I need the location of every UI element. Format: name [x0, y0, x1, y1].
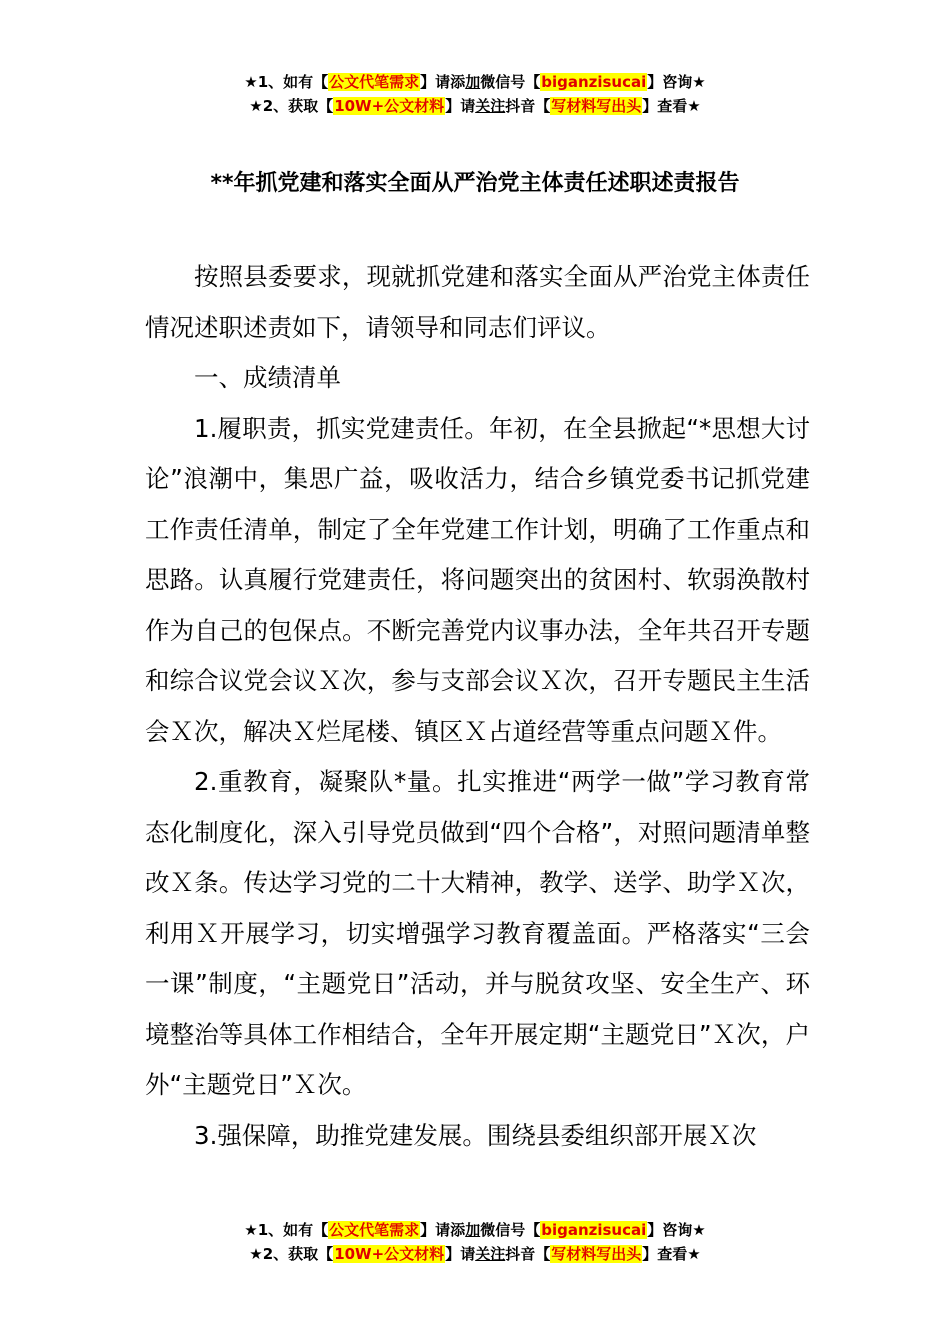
- paragraph-intro: 按照县委要求，现就抓党建和落实全面从严治党主体责任情况述职述责如下，请领导和同志们评议。: [145, 262, 810, 342]
- banner-text: 抖音【: [505, 97, 551, 115]
- banner-text: 】请添: [420, 73, 466, 91]
- star-icon: ★: [244, 1221, 258, 1239]
- banner-text: 2、获取【: [262, 97, 334, 115]
- banner-text: 】请添: [420, 1221, 466, 1239]
- banner-text: 】查看★: [642, 97, 701, 115]
- banner-text: 】咨询★: [647, 1221, 706, 1239]
- banner-text: 微信号【: [480, 1221, 541, 1239]
- banner-highlight: biganzisucai: [541, 1221, 647, 1239]
- banner-text: 抖音【: [505, 1245, 551, 1263]
- star-icon: ★: [244, 73, 258, 91]
- banner-line-2: [0, 94, 950, 118]
- star-icon: ★: [249, 97, 263, 115]
- banner-text: 微信号【: [480, 73, 541, 91]
- banner-emphasis: 加: [465, 73, 481, 91]
- banner-highlight: 10W+公文材料: [334, 1245, 445, 1263]
- banner-emphasis: 加: [465, 1221, 481, 1239]
- banner-text: 】咨询★: [647, 73, 706, 91]
- document-body: [145, 252, 810, 1161]
- banner-highlight: 写材料写出头: [551, 97, 642, 115]
- banner-text: 1、如有【: [257, 1221, 329, 1239]
- banner-highlight: 公文代笔需求: [329, 73, 420, 91]
- banner-highlight: 写材料写出头: [551, 1245, 642, 1263]
- banner-line-1: [0, 1218, 950, 1242]
- document-title: **年抓党建和落实全面从严治党主体责任述职述责报告: [210, 171, 740, 196]
- banner-text: 2、获取【: [262, 1245, 334, 1263]
- banner-text: 】查看★: [642, 1245, 701, 1263]
- header-banner: [0, 70, 950, 118]
- banner-line-1: [0, 70, 950, 94]
- paragraph-item-2: 2.重教育，凝聚队*量。扎实推进“两学一做”学习教育常态化制度化，深入引导党员做到“四个合格”，对照问题清单整改Ｘ条。传达学习党的二十大精神，教学、送学、助学Ｘ次，利用Ｘ开展学习，切实增强学习教育覆盖面。严格落实“三会一课”制度，“主题党日”活动，并与脱贫攻坚、安全生产、环境整治等具体工作相结合，全年开展定期“主题党日”Ｘ次，户外“主题党日”Ｘ次。: [145, 767, 810, 1099]
- paragraph-item-3: 3.强保障，助推党建发展。围绕县委组织部开展Ｘ次: [194, 1120, 757, 1150]
- banner-text: 】请: [445, 1245, 476, 1263]
- banner-text: 1、如有【: [257, 73, 329, 91]
- footer-banner: [0, 1218, 950, 1266]
- banner-emphasis: 关注: [475, 1245, 506, 1263]
- banner-text: 】请: [445, 97, 476, 115]
- banner-highlight: 公文代笔需求: [329, 1221, 420, 1239]
- paragraph-item-1: 1.履职责，抓实党建责任。年初，在全县掀起“*思想大讨论”浪潮中，集思广益，吸收活力，结合乡镇党委书记抓党建工作责任清单，制定了全年党建工作计划，明确了工作重点和思路。认真履行党建责任，将问题突出的贫困村、软弱涣散村作为自己的包保点。不断完善党内议事办法，全年共召开专题和综合议党会议Ｘ次，参与支部会议Ｘ次，召开专题民主生活会Ｘ次，解决Ｘ烂尾楼、镇区Ｘ占道经营等重点问题Ｘ件。: [145, 413, 810, 746]
- banner-line-2: [0, 1242, 950, 1266]
- section-heading: 一、成绩清单: [194, 363, 341, 392]
- banner-emphasis: 关注: [475, 97, 506, 115]
- banner-highlight: 10W+公文材料: [334, 97, 445, 115]
- banner-highlight: biganzisucai: [541, 73, 647, 91]
- star-icon: ★: [249, 1245, 263, 1263]
